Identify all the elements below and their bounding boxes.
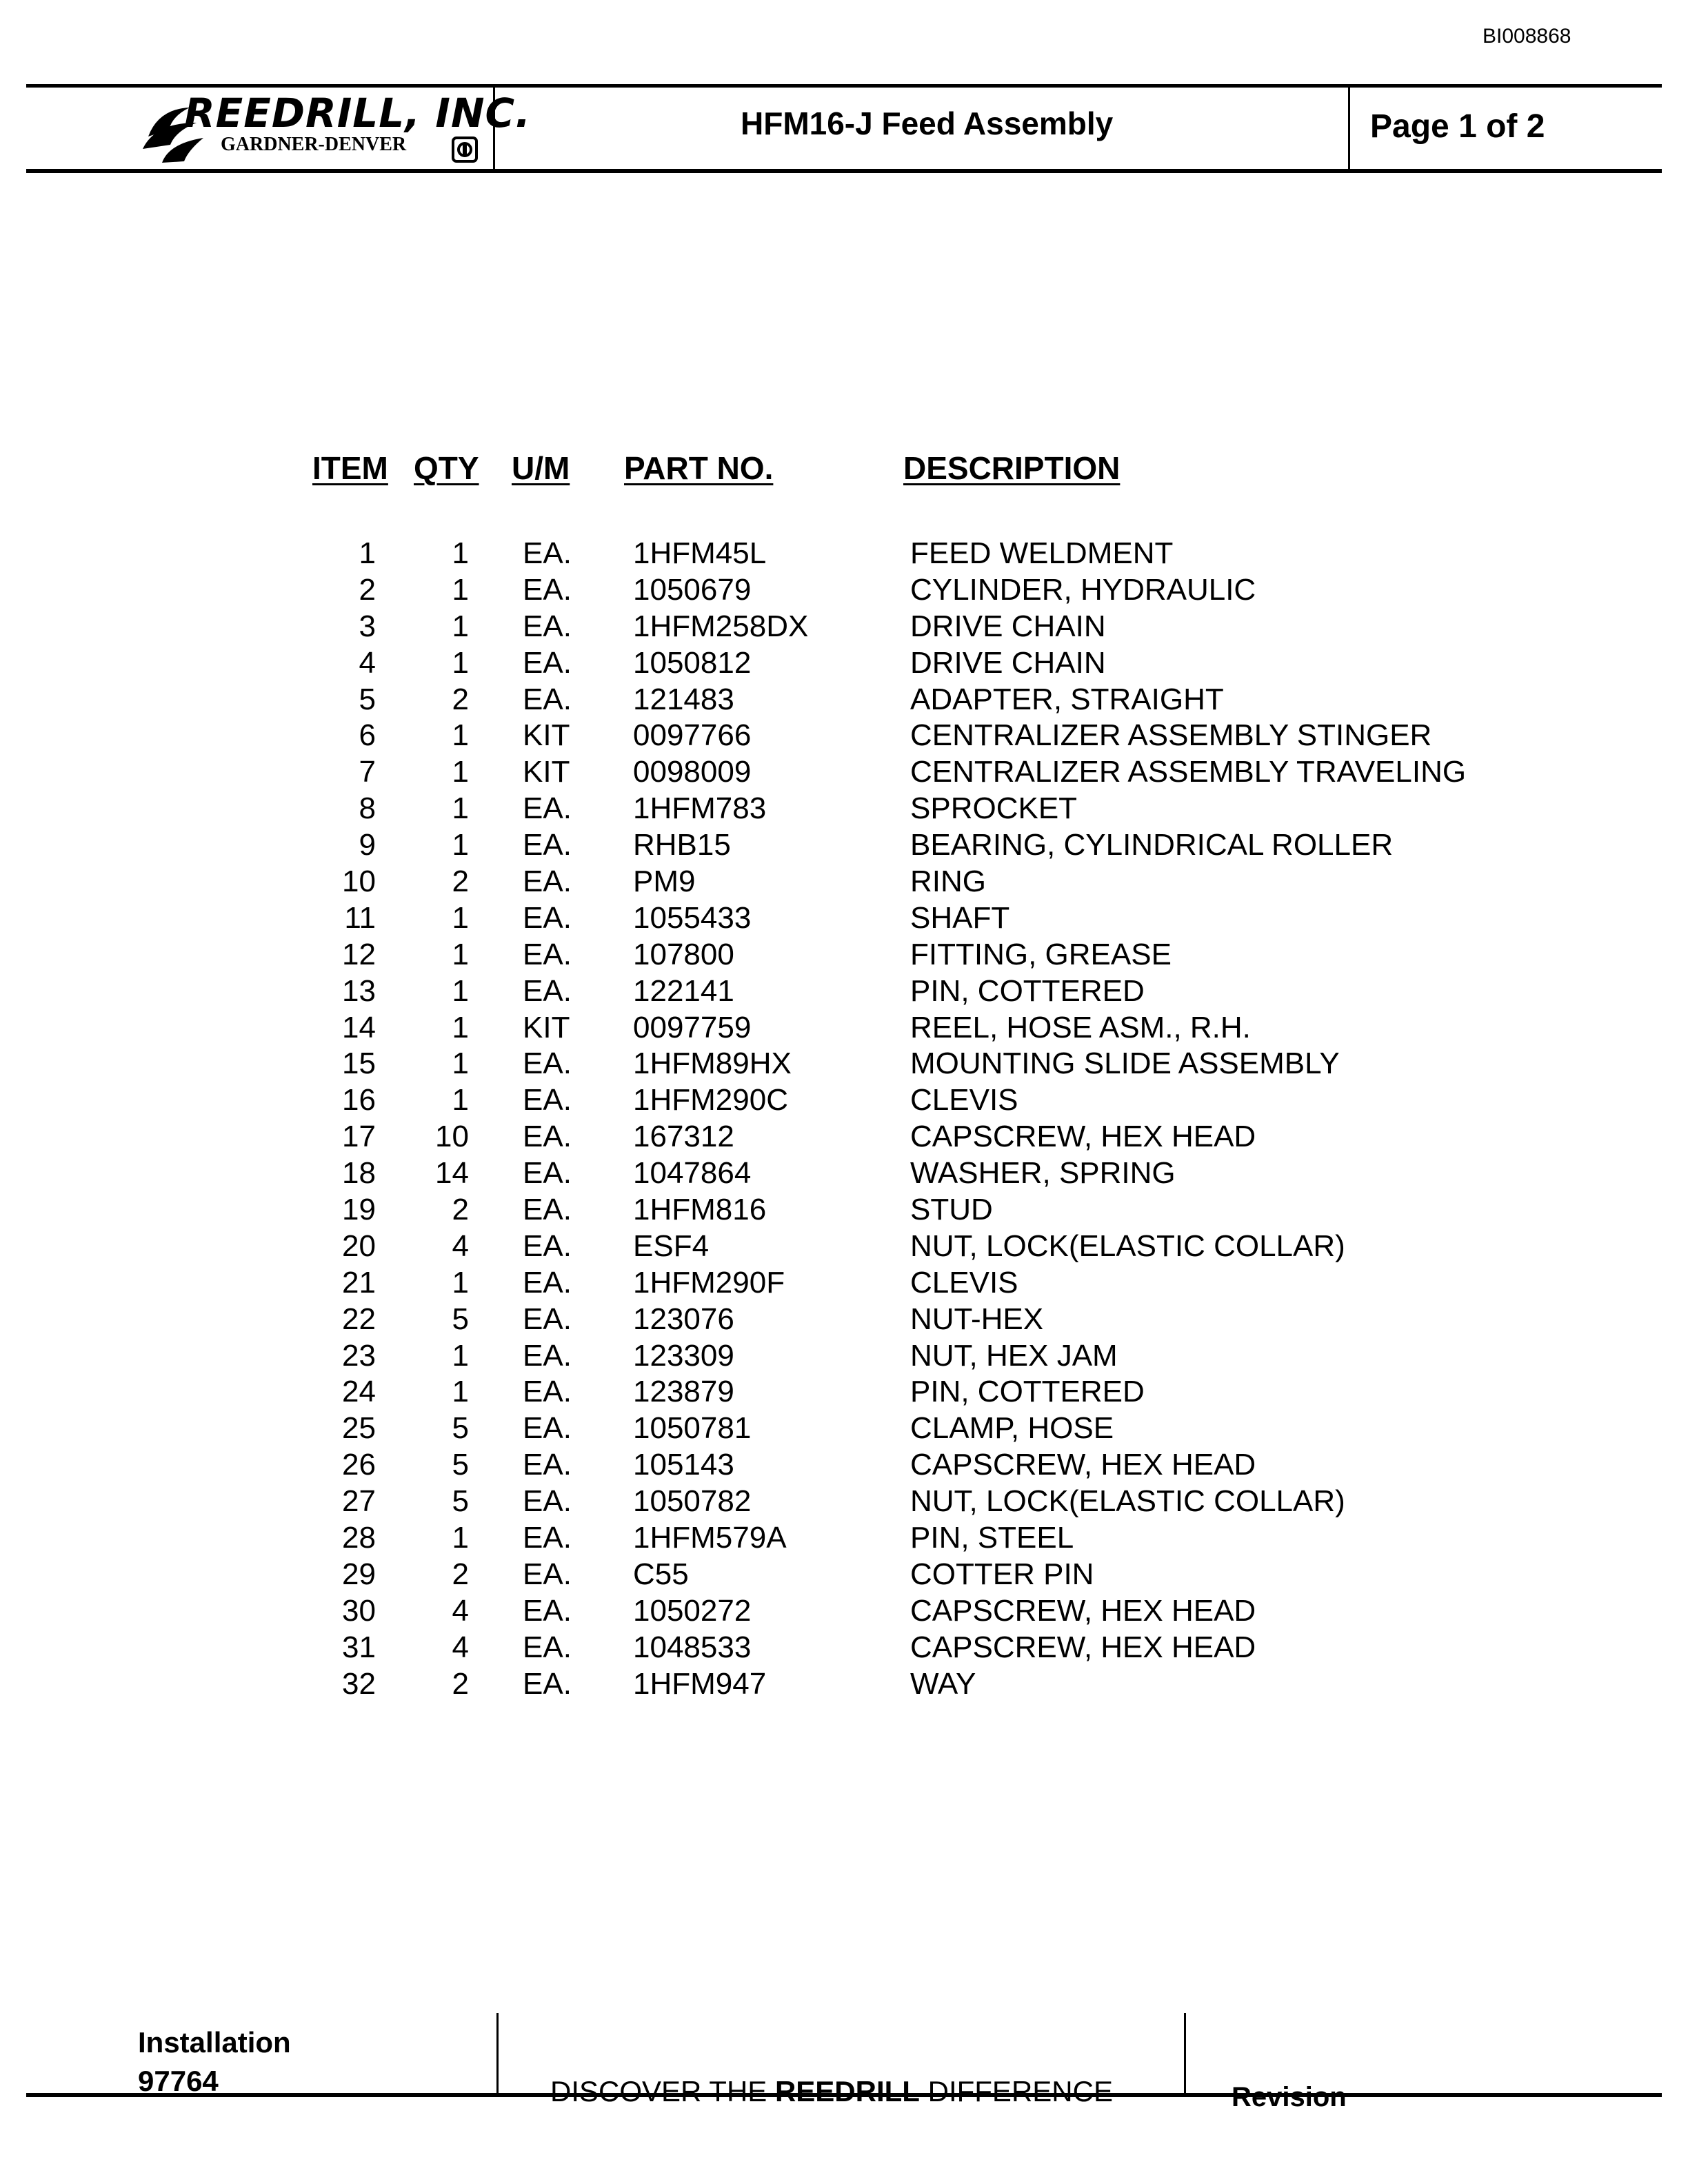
description-cell: PIN, STEEL [910,1521,1074,1555]
description-cell: ADAPTER, STRAIGHT [910,682,1224,716]
document-title: HFM16-J Feed Assembly [741,105,1114,141]
table-row [0,1120,1688,1156]
item-cell: 11 [344,900,376,935]
um-cell: EA. [523,791,572,826]
table-row [0,1046,1688,1083]
um-cell: EA. [523,645,572,680]
table-row [0,1557,1688,1594]
um-cell: EA. [523,1411,572,1446]
qty-cell: 14 [435,1156,469,1191]
um-cell: KIT [523,755,570,789]
part-no-cell: 1HFM579A [633,1521,787,1555]
um-cell: EA. [523,900,572,935]
item-cell: 32 [342,1666,376,1701]
part-no-cell: C55 [633,1557,689,1591]
description-cell: BEARING, CYLINDRICAL ROLLER [910,828,1394,862]
qty-cell: 4 [452,1593,469,1628]
um-cell: KIT [523,718,570,753]
column-header-um: U/M [512,450,570,486]
description-cell: COTTER PIN [910,1557,1094,1591]
qty-cell: 1 [452,1265,469,1300]
item-cell: 20 [342,1228,376,1263]
qty-cell: 2 [452,1193,469,1227]
qty-cell: 1 [452,1010,469,1044]
qty-cell: 1 [452,572,469,607]
item-cell: 25 [342,1411,376,1446]
item-cell: 9 [359,828,376,862]
column-header-item: ITEM [312,450,388,486]
table-row [0,1193,1688,1229]
description-cell: DRIVE CHAIN [910,645,1106,680]
description-cell: CAPSCREW, HEX HEAD [910,1630,1256,1664]
description-cell: CLEVIS [910,1265,1018,1300]
description-cell: SPROCKET [910,791,1078,826]
um-cell: EA. [523,1083,572,1118]
um-cell: EA. [523,1120,572,1154]
um-cell: EA. [523,572,572,607]
qty-cell: 5 [452,1302,469,1336]
installation-number: 97764 [138,2065,219,2097]
qty-cell: 2 [452,1557,469,1591]
part-no-cell: 105143 [633,1448,734,1482]
item-cell: 26 [342,1448,376,1482]
description-cell: DRIVE CHAIN [910,609,1106,643]
qty-cell: 1 [452,718,469,753]
table-row [0,1484,1688,1521]
item-cell: 18 [342,1156,376,1191]
table-row [0,609,1688,646]
qty-cell: 4 [452,1630,469,1664]
table-row [0,1411,1688,1448]
table-row [0,682,1688,719]
item-cell: 19 [342,1193,376,1227]
table-row [0,646,1688,682]
description-cell: FITTING, GREASE [910,937,1172,971]
description-cell: NUT, HEX JAM [910,1338,1118,1373]
qty-cell: 1 [452,1521,469,1555]
page-indicator: Page 1 of 2 [1370,108,1545,145]
um-cell: EA. [523,1557,572,1591]
part-no-cell: 0097759 [633,1010,752,1044]
qty-cell: 1 [452,1046,469,1081]
qty-cell: 1 [452,791,469,826]
qty-cell: 5 [452,1448,469,1482]
part-no-cell: 1050812 [633,645,752,680]
part-no-cell: 1050781 [633,1411,752,1446]
part-no-cell: 121483 [633,682,734,716]
table-row [0,1339,1688,1375]
item-cell: 7 [359,755,376,789]
slogan-brand: REEDRILL [774,2075,920,2107]
item-cell: 24 [342,1375,376,1409]
um-cell: EA. [523,1666,572,1701]
um-cell: EA. [523,865,572,899]
part-no-cell: 0098009 [633,755,752,789]
item-cell: 8 [359,791,376,826]
table-row [0,1156,1688,1193]
um-cell: EA. [523,1448,572,1482]
gd-badge-icon [452,136,478,163]
table-row [0,1667,1688,1703]
table-row [0,1594,1688,1630]
qty-cell: 1 [452,755,469,789]
description-cell: CAPSCREW, HEX HEAD [910,1593,1256,1628]
description-cell: CLAMP, HOSE [910,1411,1114,1446]
item-cell: 31 [342,1630,376,1664]
part-no-cell: 1050272 [633,1593,752,1628]
qty-cell: 5 [452,1484,469,1519]
qty-cell: 10 [435,1120,469,1154]
description-cell: STUD [910,1193,993,1227]
um-cell: KIT [523,1010,570,1044]
part-no-cell: 167312 [633,1120,734,1154]
um-cell: EA. [523,828,572,862]
logo-subline: GARDNER-DENVER [221,134,407,155]
part-no-cell: 107800 [633,937,734,971]
um-cell: EA. [523,1375,572,1409]
part-no-cell: 123076 [633,1302,734,1336]
table-row [0,1011,1688,1047]
part-no-cell: 1HFM947 [633,1666,767,1701]
um-cell: EA. [523,1302,572,1336]
table-row [0,1302,1688,1339]
um-cell: EA. [523,937,572,971]
part-no-cell: 123879 [633,1375,734,1409]
part-no-cell: 0097766 [633,718,752,753]
qty-cell: 1 [452,1375,469,1409]
table-row [0,938,1688,974]
header-divider-right [1348,87,1350,170]
qty-cell: 1 [452,828,469,862]
part-no-cell: 1HFM816 [633,1193,767,1227]
um-cell: EA. [523,1521,572,1555]
description-cell: WAY [910,1666,976,1701]
qty-cell: 2 [452,865,469,899]
item-cell: 12 [342,937,376,971]
item-cell: 22 [342,1302,376,1336]
description-cell: CAPSCREW, HEX HEAD [910,1120,1256,1154]
table-row [0,573,1688,609]
table-row [0,718,1688,755]
description-cell: FEED WELDMENT [910,536,1174,570]
part-no-cell: ESF4 [633,1228,710,1263]
footer-divider-right [1184,2013,1186,2093]
table-row [0,536,1688,573]
item-cell: 16 [342,1083,376,1118]
part-no-cell: 1HFM783 [633,791,767,826]
header-top-rule [26,84,1662,88]
description-cell: CENTRALIZER ASSEMBLY STINGER [910,718,1432,753]
um-cell: EA. [523,1630,572,1664]
qty-cell: 1 [452,900,469,935]
um-cell: EA. [523,536,572,570]
table-row [0,974,1688,1011]
table-row [0,1521,1688,1557]
part-no-cell: 1047864 [633,1156,752,1191]
column-header-qty: QTY [414,450,479,486]
description-cell: REEL, HOSE ASM., R.H. [910,1010,1251,1044]
qty-cell: 1 [452,1338,469,1373]
item-cell: 1 [359,536,376,570]
um-cell: EA. [523,1338,572,1373]
item-cell: 28 [342,1521,376,1555]
um-cell: EA. [523,609,572,643]
table-row [0,865,1688,901]
description-cell: PIN, COTTERED [910,1375,1145,1409]
qty-cell: 1 [452,973,469,1008]
table-row [0,1448,1688,1484]
item-cell: 4 [359,645,376,680]
item-cell: 6 [359,718,376,753]
part-no-cell: 1HFM45L [633,536,767,570]
um-cell: EA. [523,1156,572,1191]
um-cell: EA. [523,1265,572,1300]
document-id: BI008868 [1483,25,1571,48]
part-no-cell: 1HFM290F [633,1265,785,1300]
qty-cell: 5 [452,1411,469,1446]
description-cell: CENTRALIZER ASSEMBLY TRAVELING [910,755,1467,789]
parts-table [0,536,1688,1703]
part-no-cell: 123309 [633,1338,734,1373]
item-cell: 13 [342,973,376,1008]
table-row [0,1229,1688,1266]
qty-cell: 1 [452,1083,469,1118]
part-no-cell: RHB15 [633,828,731,862]
description-cell: SHAFT [910,900,1010,935]
installation-label: Installation [138,2026,291,2059]
um-cell: EA. [523,973,572,1008]
part-no-cell: 1048533 [633,1630,752,1664]
um-cell: EA. [523,1228,572,1263]
table-row [0,1083,1688,1120]
part-no-cell: 1HFM258DX [633,609,809,643]
item-cell: 23 [342,1338,376,1373]
description-cell: RING [910,865,986,899]
item-cell: 2 [359,572,376,607]
table-row [0,1266,1688,1302]
um-cell: EA. [523,682,572,716]
um-cell: EA. [523,1484,572,1519]
qty-cell: 4 [452,1228,469,1263]
item-cell: 29 [342,1557,376,1591]
footer-divider-left [496,2013,499,2093]
item-cell: 17 [342,1120,376,1154]
installation-block [138,2023,291,2101]
table-row [0,828,1688,865]
um-cell: EA. [523,1193,572,1227]
logo-name: REEDRILL, INC. [184,90,532,136]
table-row [0,901,1688,938]
item-cell: 27 [342,1484,376,1519]
qty-cell: 1 [452,937,469,971]
part-no-cell: 1HFM290C [633,1083,788,1118]
description-cell: NUT-HEX [910,1302,1044,1336]
table-row [0,755,1688,791]
footer-slogan [550,2075,1113,2108]
column-header-part-no: PART NO. [624,450,774,486]
qty-cell: 1 [452,609,469,643]
description-cell: WASHER, SPRING [910,1156,1176,1191]
description-cell: CAPSCREW, HEX HEAD [910,1448,1256,1482]
description-cell: NUT, LOCK(ELASTIC COLLAR) [910,1228,1345,1263]
part-no-cell: 1050782 [633,1484,752,1519]
item-cell: 15 [342,1046,376,1081]
qty-cell: 2 [452,1666,469,1701]
slogan-prefix: DISCOVER THE [550,2075,775,2107]
item-cell: 30 [342,1593,376,1628]
slogan-suffix: DIFFERENCE [919,2075,1113,2107]
description-cell: MOUNTING SLIDE ASSEMBLY [910,1046,1340,1081]
item-cell: 3 [359,609,376,643]
qty-cell: 1 [452,536,469,570]
item-cell: 14 [342,1010,376,1044]
item-cell: 10 [342,865,376,899]
description-cell: PIN, COTTERED [910,973,1145,1008]
revision-label: Revision [1232,2082,1347,2112]
part-no-cell: 1050679 [633,572,752,607]
item-cell: 21 [342,1265,376,1300]
table-row [0,1375,1688,1411]
description-cell: CLEVIS [910,1083,1018,1118]
description-cell: NUT, LOCK(ELASTIC COLLAR) [910,1484,1345,1519]
table-row [0,1630,1688,1667]
um-cell: EA. [523,1593,572,1628]
company-logo [107,88,532,170]
part-no-cell: 1055433 [633,900,752,935]
description-cell: CYLINDER, HYDRAULIC [910,572,1256,607]
qty-cell: 1 [452,645,469,680]
table-row [0,791,1688,828]
part-no-cell: 122141 [633,973,734,1008]
qty-cell: 2 [452,682,469,716]
item-cell: 5 [359,682,376,716]
um-cell: EA. [523,1046,572,1081]
part-no-cell: PM9 [633,865,696,899]
column-header-description: DESCRIPTION [903,450,1121,486]
part-no-cell: 1HFM89HX [633,1046,792,1081]
